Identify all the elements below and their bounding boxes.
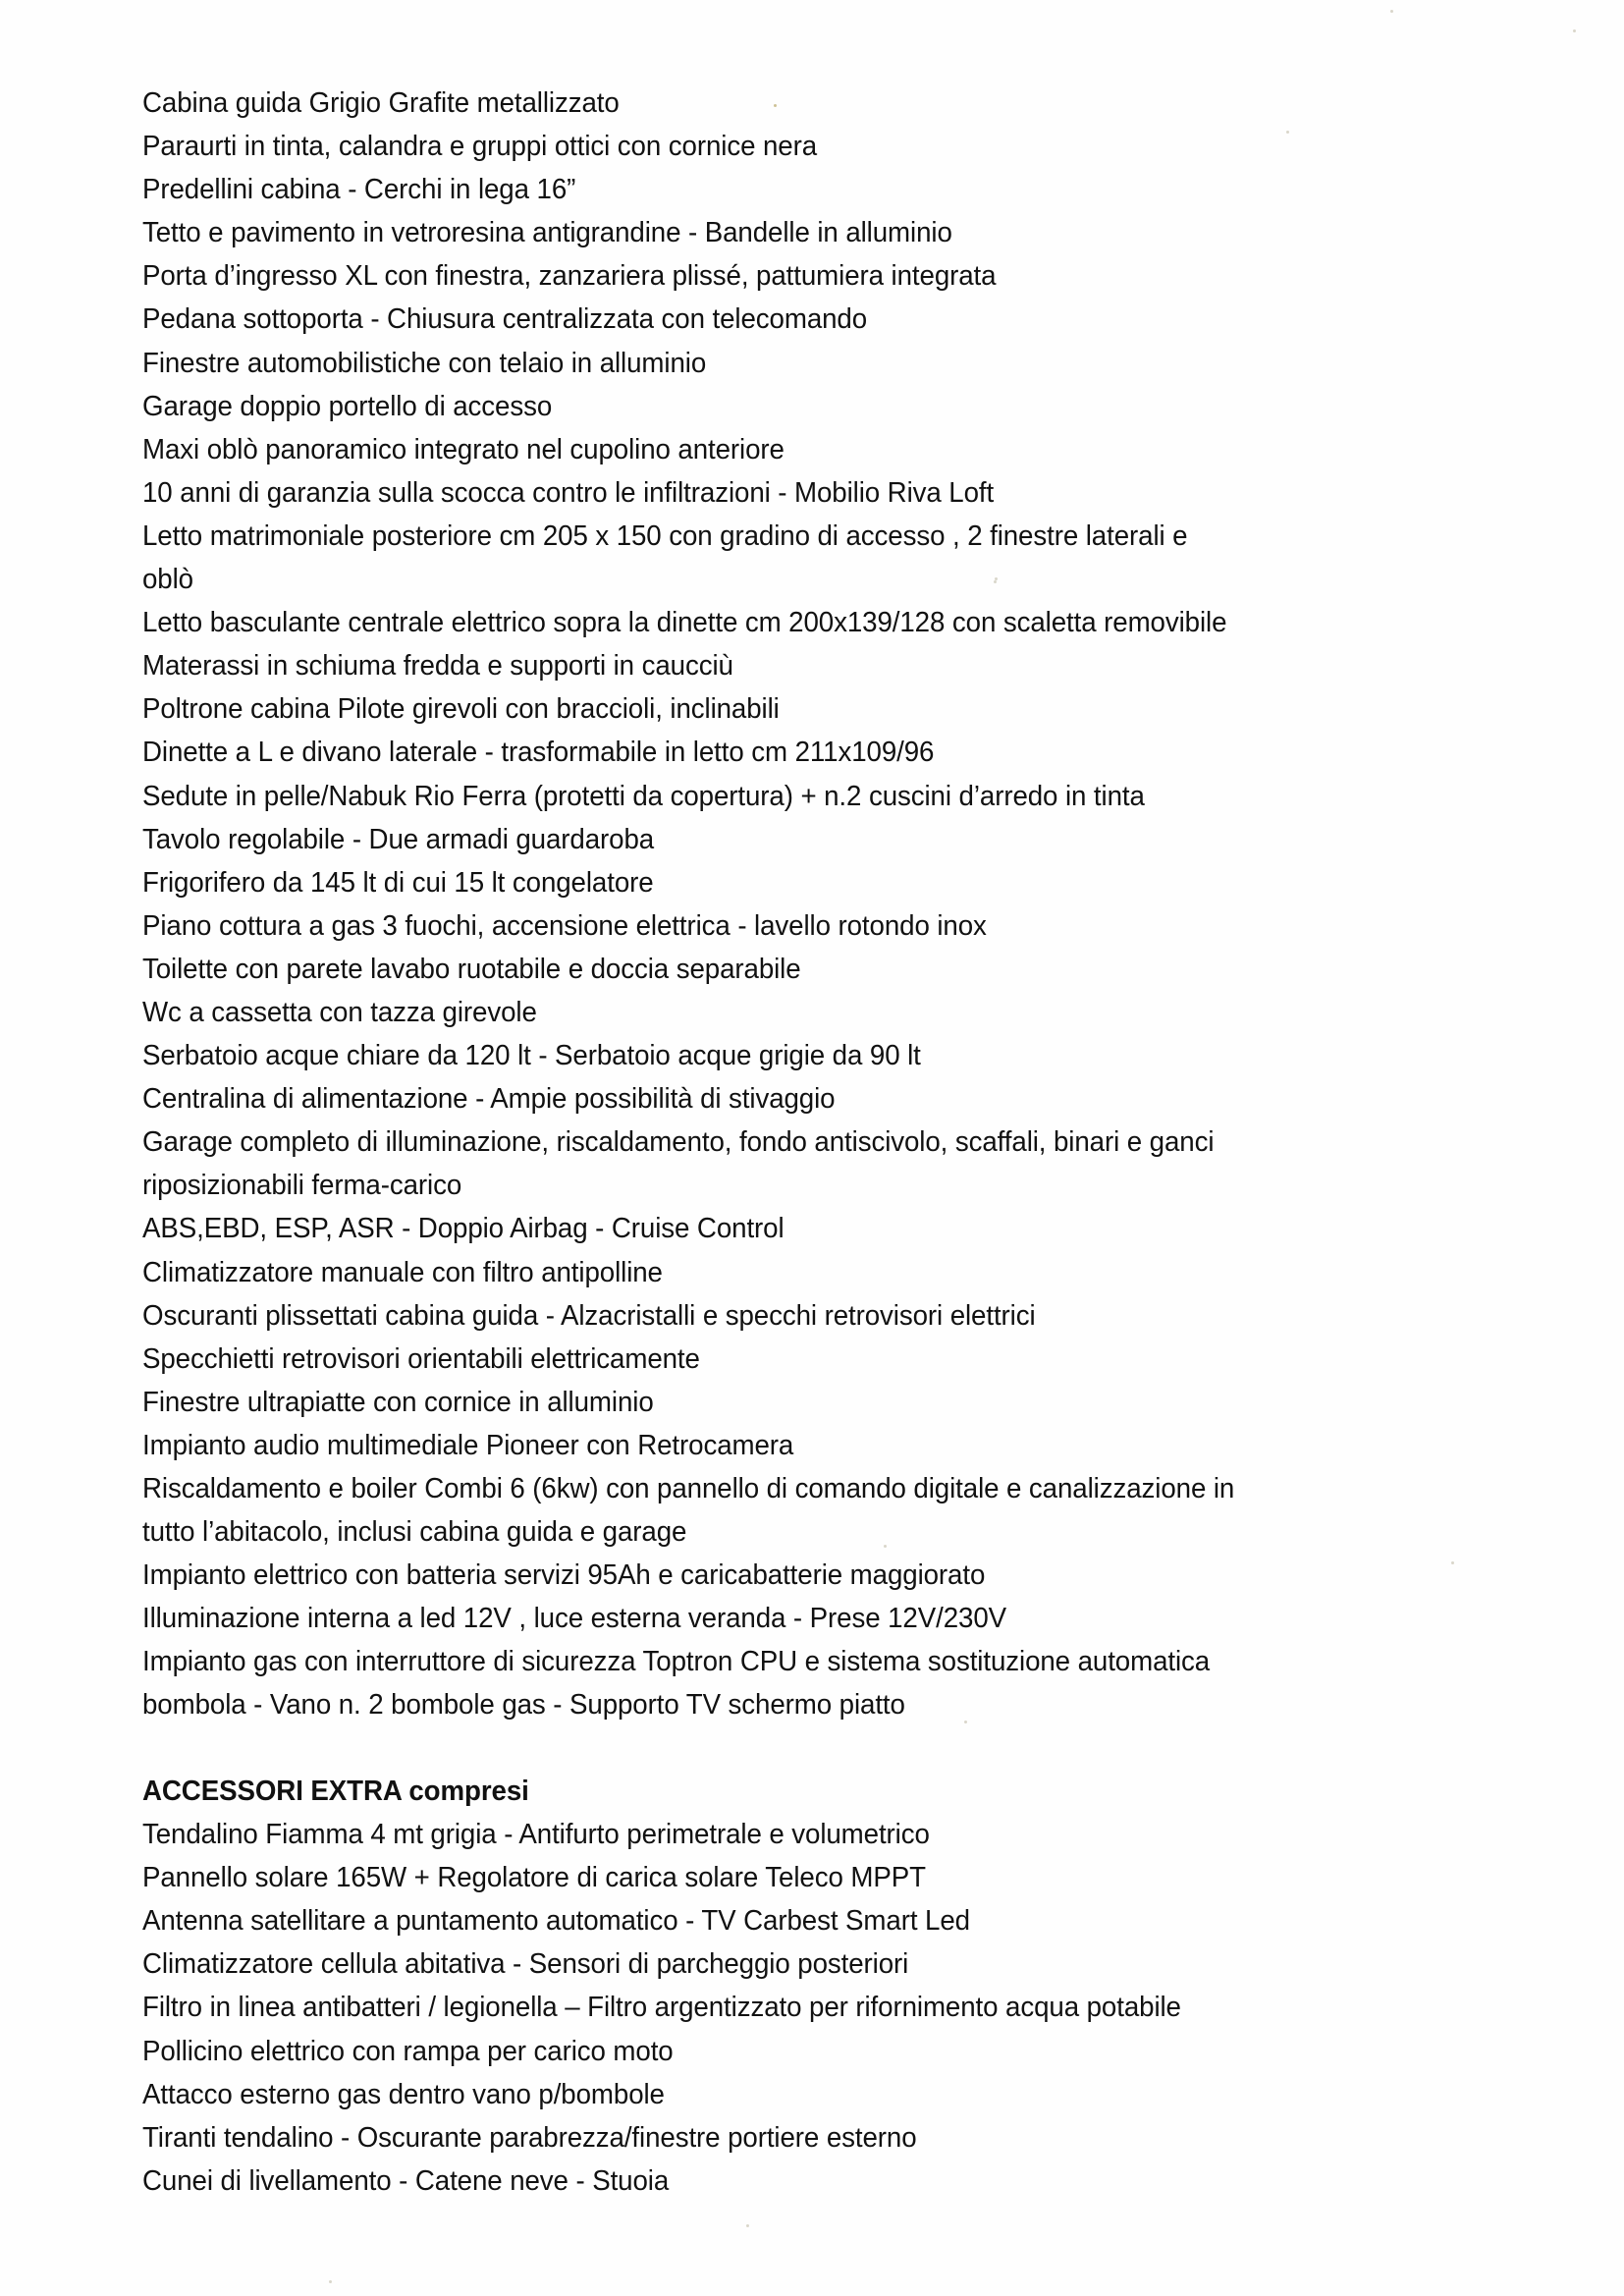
feature-line: 10 anni di garanzia sulla scocca contro le infiltrazioni - Mobilio Riva Loft (142, 476, 995, 509)
feature-line: Letto basculante centrale elettrico sopra la dinette cm 200x139/128 con scaletta removibile (142, 607, 1227, 639)
scan-speck (329, 2280, 332, 2283)
feature-line: Letto matrimoniale posteriore cm 205 x 150 con gradino di accesso , 2 finestre laterali e (142, 519, 1188, 552)
feature-line: Riscaldamento e boiler Combi 6 (6kw) con pannello di comando digitale e canalizzazione in (142, 1473, 1235, 1504)
extra-item: Cunei di livellamento - Catene neve - Stuoia (142, 2164, 670, 2197)
feature-line: Serbatoio acque chiare da 120 lt - Serbatoio acque grigie da 90 lt (142, 1040, 921, 1072)
feature-line: oblò (142, 564, 193, 596)
extra-item: Pannello solare 165W + Regolatore di carica solare Teleco MPPT (142, 1862, 926, 1894)
extra-item: Attacco esterno gas dentro vano p/bombole (142, 2078, 665, 2110)
feature-line: Cabina guida Grigio Grafite metallizzato (142, 87, 620, 119)
feature-line: Centralina di alimentazione - Ampie possibilità di stivaggio (142, 1083, 836, 1116)
feature-line: Garage completo di illuminazione, riscaldamento, fondo antiscivolo, scaffali, binari e ganci (142, 1126, 1215, 1159)
extra-item: Filtro in linea antibatteri / legionella – Filtro argentizzato per rifornimento acqua potabile (142, 1992, 1181, 2024)
feature-line: Pedana sottoporta - Chiusura centralizzata con telecomando (142, 303, 868, 336)
feature-line: Poltrone cabina Pilote girevoli con braccioli, inclinabili (142, 693, 780, 726)
feature-line: Impianto elettrico con batteria servizi 95Ah e caricabatterie maggiorato (142, 1559, 986, 1592)
feature-line: Wc a cassetta con tazza girevole (142, 996, 537, 1028)
feature-line: Materassi in schiuma fredda e supporti in caucciù (142, 650, 733, 683)
feature-line: Impianto audio multimediale Pioneer con Retrocamera (142, 1429, 794, 1461)
feature-line: Finestre automobilistiche con telaio in alluminio (142, 347, 707, 379)
main-features-list (142, 82, 1537, 1727)
feature-line: Oscuranti plissettati cabina guida - Alzacristalli e specchi retrovisori elettrici (142, 1299, 1036, 1332)
feature-line: bombola - Vano n. 2 bombole gas - Supporto TV schermo piatto (142, 1689, 905, 1722)
feature-line: Impianto gas con interruttore di sicurezza Toptron CPU e sistema sostituzione automatica (142, 1646, 1211, 1678)
feature-line: Predellini cabina - Cerchi in lega 16” (142, 174, 576, 206)
feature-line: Porta d’ingresso XL con finestra, zanzariera plissé, pattumiera integrata (142, 260, 997, 293)
feature-line: Piano cottura a gas 3 fuochi, accensione elettrica - lavello rotondo inox (142, 909, 987, 942)
feature-line: Garage doppio portello di accesso (142, 390, 553, 422)
extra-item: Pollicino elettrico con rampa per carico moto (142, 2035, 674, 2067)
feature-line: Paraurti in tinta, calandra e gruppi ottici con cornice nera (142, 131, 818, 163)
extras-heading: ACCESSORI EXTRA compresi (142, 1776, 529, 1807)
feature-line: Tavolo regolabile - Due armadi guardaroba (142, 823, 655, 855)
scan-speck (1390, 10, 1393, 13)
extra-item: Antenna satellitare a puntamento automatico - TV Carbest Smart Led (142, 1905, 970, 1938)
feature-line: riposizionabili ferma-carico (142, 1170, 462, 1202)
feature-line: Frigorifero da 145 lt di cui 15 lt congelatore (142, 866, 654, 899)
feature-line: Tetto e pavimento in vetroresina antigrandine - Bandelle in alluminio (142, 217, 952, 249)
feature-line: Dinette a L e divano laterale - trasformabile in letto cm 211x109/96 (142, 737, 935, 769)
feature-line: Toilette con parete lavabo ruotabile e doccia separabile (142, 953, 801, 985)
scan-speck (1573, 29, 1576, 32)
scan-speck (746, 2224, 749, 2227)
feature-line: Finestre ultrapiatte con cornice in alluminio (142, 1386, 654, 1418)
extra-item: Tiranti tendalino - Oscurante parabrezza/finestre portiere esterno (142, 2121, 917, 2154)
feature-line: Specchietti retrovisori orientabili elettricamente (142, 1342, 700, 1375)
feature-line: tutto l’abitacolo, inclusi cabina guida e garage (142, 1516, 687, 1549)
extra-item: Tendalino Fiamma 4 mt grigia - Antifurto perimetrale e volumetrico (142, 1819, 930, 1851)
extra-item: Climatizzatore cellula abitativa - Sensori di parcheggio posteriori (142, 1948, 909, 1981)
feature-line: Sedute in pelle/Nabuk Rio Ferra (protetti da copertura) + n.2 cuscini d’arredo in tinta (142, 780, 1145, 812)
feature-line: Climatizzatore manuale con filtro antipolline (142, 1256, 663, 1288)
feature-line: Illuminazione interna a led 12V , luce esterna veranda - Prese 12V/230V (142, 1603, 1007, 1635)
feature-line: Maxi oblò panoramico integrato nel cupolino anteriore (142, 433, 785, 465)
feature-line: ABS,EBD, ESP, ASR - Doppio Airbag - Cruise Control (142, 1213, 785, 1245)
extras-section (142, 1770, 1537, 2203)
